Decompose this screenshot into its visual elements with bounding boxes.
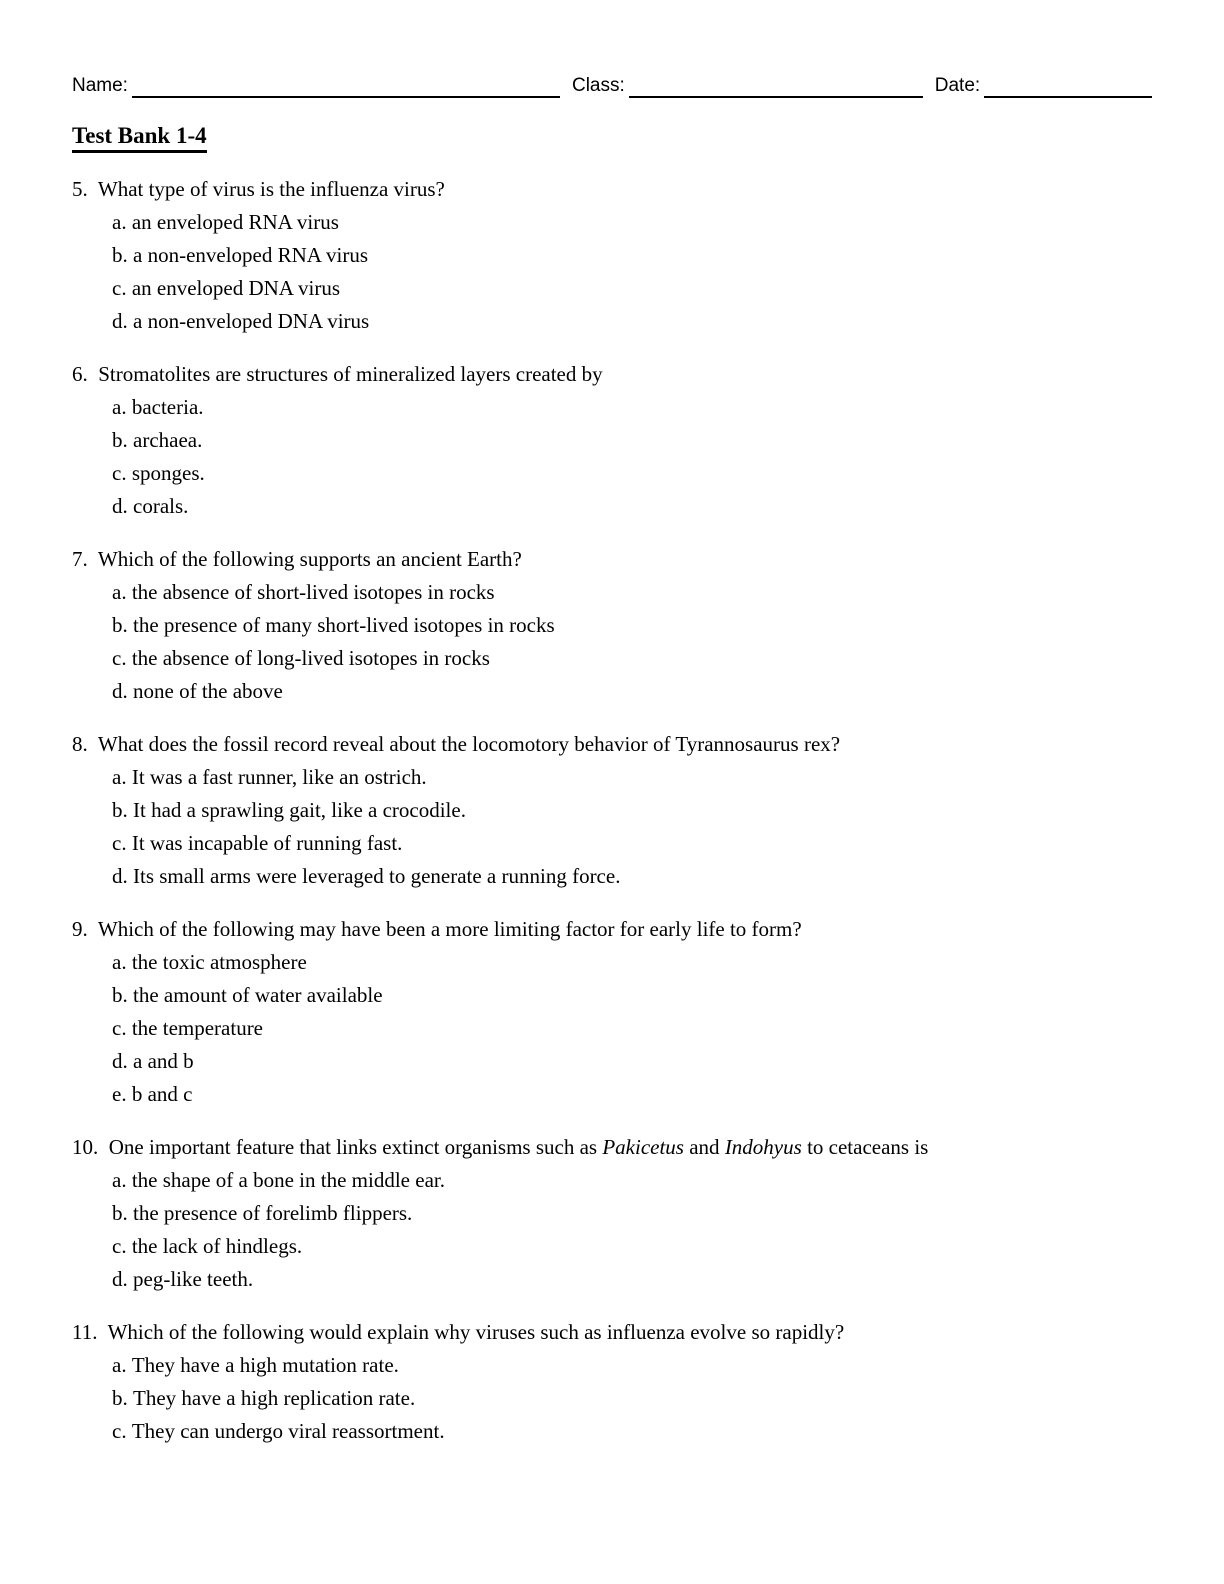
option-letter: b. [112,1386,128,1410]
option-letter: d. [112,1049,128,1073]
option-letter: a. [112,395,127,419]
option-item [72,1012,1152,1045]
question-number: 11. [72,1320,98,1344]
option-item [72,206,1152,239]
date-label: Date: [934,75,981,96]
questions-list [72,173,1152,1448]
option-item [72,979,1152,1012]
question-body: Which of the following would explain why viruses such as influenza evolve so rapidly? [107,1320,845,1344]
question [72,1131,1152,1296]
options-list [72,206,1152,338]
option-letter: b. [112,1201,128,1225]
question-number: 7. [72,547,88,571]
option-item [72,239,1152,272]
option-letter: b. [112,613,128,637]
option-text: a non-enveloped RNA virus [133,243,369,267]
header-fields [72,72,1152,98]
options-list [72,1349,1152,1448]
option-text: corals. [133,494,189,518]
option-item [72,1078,1152,1111]
option-text: archaea. [133,428,203,452]
option-letter: c. [112,461,127,485]
option-letter: c. [112,831,127,855]
options-list [72,946,1152,1111]
options-list [72,1164,1152,1296]
option-item [72,609,1152,642]
option-item [72,860,1152,893]
option-item [72,305,1152,338]
option-item [72,827,1152,860]
option-letter: a. [112,580,127,604]
option-text: They have a high replication rate. [133,1386,416,1410]
option-item [72,424,1152,457]
option-letter: a. [112,1353,127,1377]
question-text-line [72,913,1152,946]
option-text: It had a sprawling gait, like a crocodile. [133,798,466,822]
option-item [72,1164,1152,1197]
option-text: They have a high mutation rate. [131,1353,399,1377]
option-item [72,1045,1152,1078]
question-body: What type of virus is the influenza virus? [97,177,445,201]
question-body: One important feature that links extinct organisms such as Pakicetus and Indohyus to cetaceans is [108,1135,929,1159]
option-letter: c. [112,1419,127,1443]
question [72,173,1152,338]
class-field-line[interactable] [629,72,923,98]
option-letter: b. [112,243,128,267]
option-item [72,794,1152,827]
option-item [72,1382,1152,1415]
option-text: the toxic atmosphere [131,950,307,974]
question-number: 9. [72,917,88,941]
options-list [72,761,1152,893]
option-item [72,1263,1152,1296]
question-body: What does the fossil record reveal about the locomotory behavior of Tyrannosaurus rex? [97,732,841,756]
option-text: It was a fast runner, like an ostrich. [131,765,427,789]
option-letter: b. [112,428,128,452]
option-text: the amount of water available [133,983,383,1007]
page-title: Test Bank 1-4 [72,122,207,153]
option-text: bacteria. [131,395,204,419]
option-text: an enveloped RNA virus [131,210,339,234]
option-text: a and b [133,1049,194,1073]
question-number: 8. [72,732,88,756]
options-list [72,391,1152,523]
option-letter: d. [112,1267,128,1291]
option-text: an enveloped DNA virus [131,276,341,300]
question [72,913,1152,1111]
option-item [72,946,1152,979]
option-text: the absence of long-lived isotopes in rocks [131,646,490,670]
option-letter: c. [112,1234,127,1258]
question-body: Stromatolites are structures of mineralized layers created by [98,362,603,386]
question-text-line [72,173,1152,206]
option-letter: d. [112,679,128,703]
question [72,1316,1152,1448]
option-letter: e. [112,1082,127,1106]
question-number: 6. [72,362,88,386]
question-text-line [72,358,1152,391]
class-label: Class: [571,75,625,96]
name-field-line[interactable] [132,72,560,98]
option-letter: a. [112,1168,127,1192]
option-letter: d. [112,309,128,333]
option-text: the temperature [131,1016,264,1040]
option-letter: a. [112,210,127,234]
option-item [72,675,1152,708]
option-letter: a. [112,950,127,974]
option-letter: c. [112,646,127,670]
option-text: the shape of a bone in the middle ear. [131,1168,445,1192]
option-item [72,761,1152,794]
option-item [72,1415,1152,1448]
option-letter: d. [112,864,128,888]
question [72,728,1152,893]
option-letter: c. [112,276,127,300]
date-field-line[interactable] [984,72,1152,98]
question [72,358,1152,523]
option-letter: d. [112,494,128,518]
question-number: 10. [72,1135,99,1159]
question-body: Which of the following may have been a more limiting factor for early life to form? [97,917,802,941]
option-text: the absence of short-lived isotopes in rocks [131,580,495,604]
option-item [72,1197,1152,1230]
option-text: b and c [131,1082,193,1106]
option-item [72,576,1152,609]
question-text-line [72,1316,1152,1349]
option-letter: a. [112,765,127,789]
question-number: 5. [72,177,88,201]
option-text: a non-enveloped DNA virus [133,309,370,333]
options-list [72,576,1152,708]
option-text: Its small arms were leveraged to generate a running force. [133,864,621,888]
option-text: none of the above [133,679,283,703]
option-letter: c. [112,1016,127,1040]
option-text: It was incapable of running fast. [131,831,403,855]
question [72,543,1152,708]
option-letter: b. [112,798,128,822]
option-item [72,642,1152,675]
option-text: They can undergo viral reassortment. [131,1419,445,1443]
name-label: Name: [72,75,128,96]
option-item [72,391,1152,424]
option-text: the presence of many short-lived isotopes in rocks [133,613,555,637]
option-item [72,490,1152,523]
question-text-line [72,543,1152,576]
option-text: the presence of forelimb flippers. [133,1201,413,1225]
question-text-line [72,1131,1152,1164]
option-text: sponges. [131,461,205,485]
option-text: the lack of hindlegs. [131,1234,303,1258]
option-text: peg-like teeth. [133,1267,254,1291]
option-item [72,272,1152,305]
title-row [72,122,1152,153]
option-item [72,1349,1152,1382]
option-letter: b. [112,983,128,1007]
option-item [72,1230,1152,1263]
option-item [72,457,1152,490]
question-text-line [72,728,1152,761]
question-body: Which of the following supports an ancient Earth? [97,547,522,571]
